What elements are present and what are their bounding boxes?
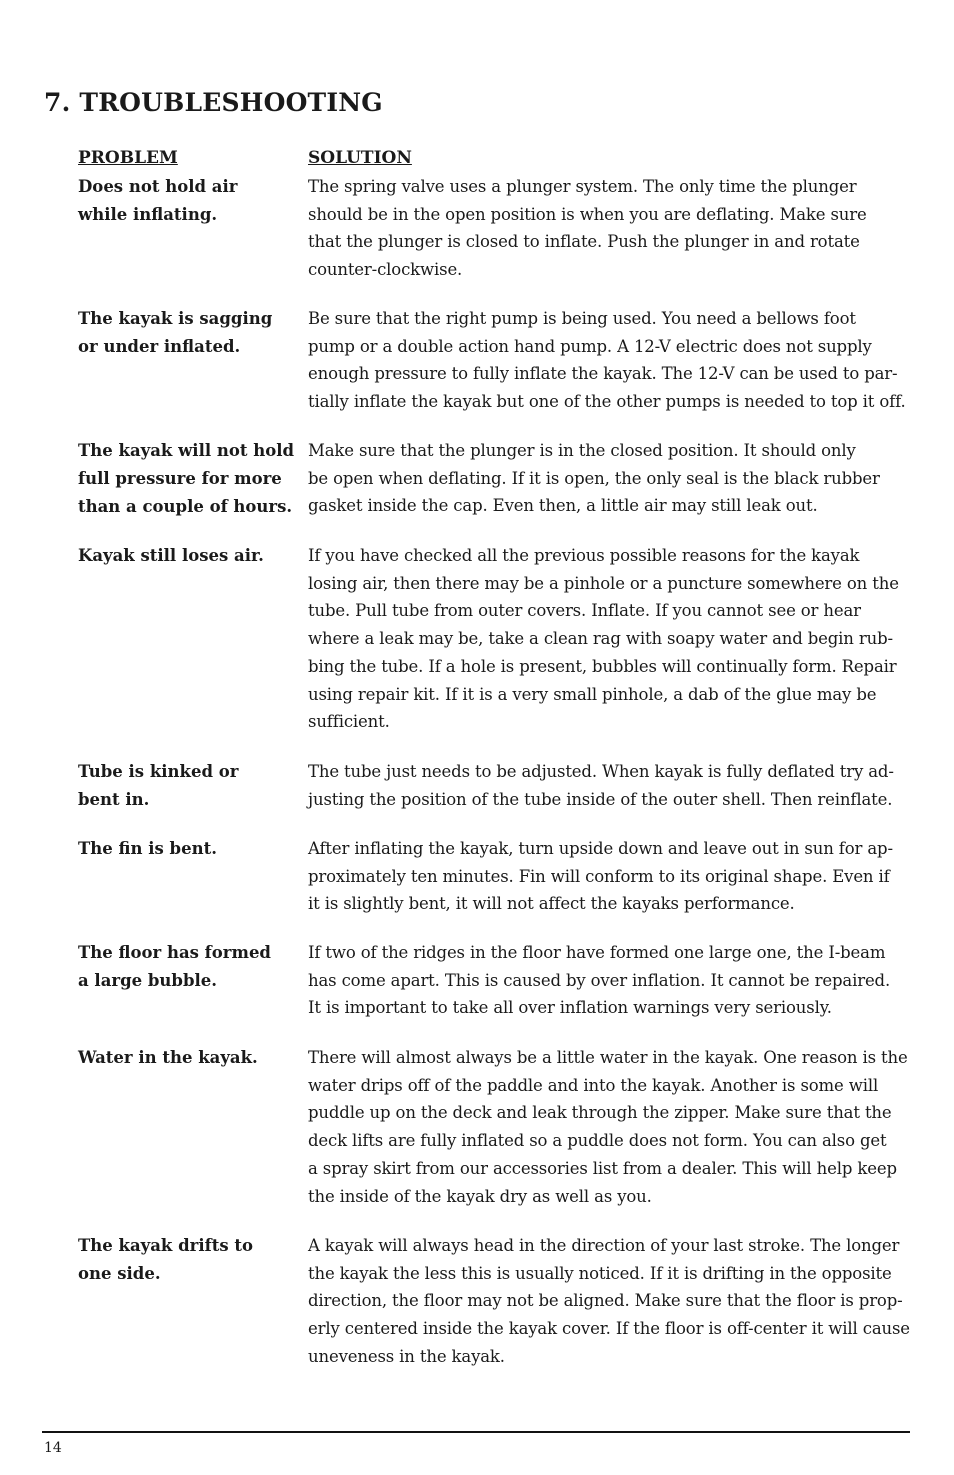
section-title: 7. TROUBLESHOOTING (44, 88, 383, 117)
problem-column-header: PROBLEM (78, 148, 178, 168)
footer-divider (42, 1431, 910, 1433)
problem-text: The fin is bent. (78, 839, 217, 858)
problem-text: Tube is kinked or bent in. (78, 762, 239, 809)
problem-text: The kayak will not hold full pressure for more than a couple of hours. (78, 441, 295, 516)
problem-text: The kayak drifts to one side. (78, 1236, 253, 1283)
problem-text: Water in the kayak. (78, 1048, 258, 1067)
solution-text: Be sure that the right pump is being used. You need a bellows foot pump or a double action hand pump. A 12-V electric does not supply enough pressure to fully inflate the kayak. The 12-V can be used to par- tially inflate the kayak but one of the other pumps is needed to top it off. (308, 309, 906, 412)
solution-text: There will almost always be a little water in the kayak. One reason is the water drips off of the paddle and into the kayak. Another is some will puddle up on the deck and leak through the zipper. Make sure that the deck lifts are fully inflated so a puddle does not form. You can also get a spray skirt from our accessories list from a dealer. This will help keep the inside of the kayak dry as well as you. (308, 1048, 908, 1206)
solution-text: The tube just needs to be adjusted. When kayak is fully deflated try ad- justing the position of the tube inside of the outer shell. Then reinflate. (308, 762, 894, 809)
solution-text: After inflating the kayak, turn upside down and leave out in sun for ap- proximately ten minutes. Fin will conform to its original shape. Even if it is slightly bent, it will not affect the kayaks performance. (308, 839, 893, 914)
solution-text: The spring valve uses a plunger system. The only time the plunger should be in the open position is when you are deflating. Make sure that the plunger is closed to inflate. Push the plunger in and rotate counter-clockwise. (308, 177, 867, 280)
solution-text: A kayak will always head in the direction of your last stroke. The longer the kayak the less this is usually noticed. If it is drifting in the opposite direction, the floor may not be aligned. Make sure that the floor is prop- erly centered inside the kayak cover. If the floor is off-center it will cause uneveness in the kayak. (308, 1236, 910, 1366)
problem-text: Kayak still loses air. (78, 546, 264, 565)
solution-text: If you have checked all the previous possible reasons for the kayak losing air, then there may be a pinhole or a puncture somewhere on the tube. Pull tube from outer covers. Inflate. If you cannot see or hear where a leak may be, take a clean rag with soapy water and begin rub- bing the tube. If a hole is present, bubbles will continually form. Repair using repair kit. If it is a very small pinhole, a dab of the glue may be sufficient. (308, 546, 899, 732)
problem-text: Does not hold air while inflating. (78, 177, 238, 224)
solution-text: Make sure that the plunger is in the closed position. It should only be open when deflating. If it is open, the only seal is the black rubber gasket inside the cap. Even then, a little air may still leak out. (308, 441, 880, 516)
solution-column-header: SOLUTION (308, 148, 412, 168)
problem-text: The floor has formed a large bubble. (78, 943, 271, 990)
problem-text: The kayak is sagging or under inflated. (78, 309, 273, 356)
page-number: 14 (44, 1440, 62, 1456)
solution-text: If two of the ridges in the floor have formed one large one, the I-beam has come apart. This is caused by over inflation. It cannot be repaired. It is important to take all over inflation warnings very seriously. (308, 943, 891, 1018)
